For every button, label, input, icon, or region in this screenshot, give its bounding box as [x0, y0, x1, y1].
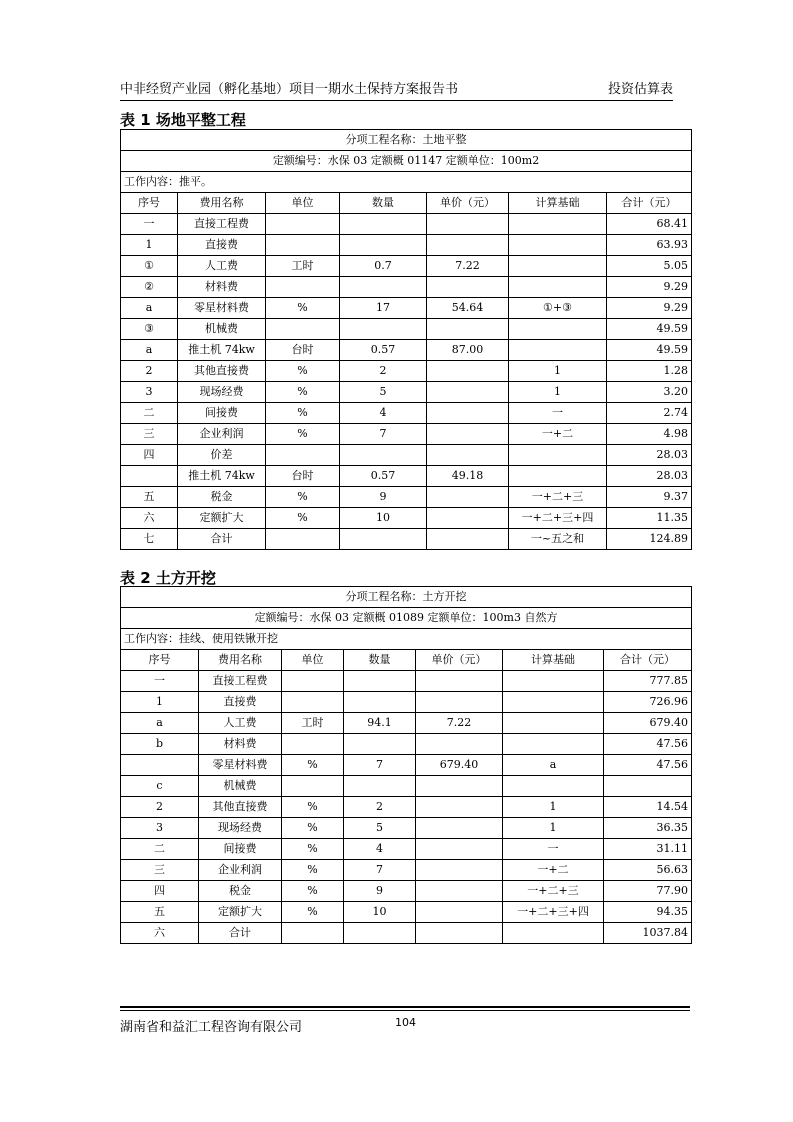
table-cell: 合计 — [199, 923, 282, 944]
table-cell: 工时 — [282, 713, 344, 734]
table-cell: 其他直接费 — [199, 797, 282, 818]
table-cell: % — [282, 839, 344, 860]
table-cell: 直接工程费 — [199, 671, 282, 692]
table-row — [121, 902, 692, 923]
table-cell: 10 — [340, 508, 427, 529]
table-cell: 31.11 — [604, 839, 692, 860]
table-cell: 税金 — [178, 487, 266, 508]
table-cell — [509, 340, 607, 361]
table-cell — [340, 445, 427, 466]
table-cell: 49.59 — [607, 340, 692, 361]
table-row — [121, 671, 692, 692]
column-header: 费用名称 — [199, 650, 282, 671]
table-cell: 1 — [121, 235, 178, 256]
table-row — [121, 692, 692, 713]
table-cell — [509, 256, 607, 277]
table-cell: 工时 — [266, 256, 340, 277]
table-cell: 3 — [121, 818, 199, 839]
table-cell: ③ — [121, 319, 178, 340]
table-cell — [266, 214, 340, 235]
column-header: 合计（元） — [607, 193, 692, 214]
table2-title: 表 2 土方开挖 — [120, 569, 216, 587]
table-cell: 9.37 — [607, 487, 692, 508]
table-cell: % — [266, 508, 340, 529]
table-row — [121, 776, 692, 797]
table1-work-content: 工作内容：推平。 — [121, 172, 692, 193]
column-header: 序号 — [121, 650, 199, 671]
table-row — [121, 839, 692, 860]
column-header: 单位 — [282, 650, 344, 671]
table-cell: 7.22 — [427, 256, 509, 277]
table-cell: 679.40 — [416, 755, 503, 776]
table-cell: 777.85 — [604, 671, 692, 692]
table-cell: 一 — [121, 671, 199, 692]
table-cell: 2 — [344, 797, 416, 818]
table-cell: 54.64 — [427, 298, 509, 319]
table-cell: 现场经费 — [178, 382, 266, 403]
table-cell: 5.05 — [607, 256, 692, 277]
table-cell — [509, 466, 607, 487]
table-row — [121, 755, 692, 776]
table-cell: 5 — [340, 382, 427, 403]
table-cell: 17 — [340, 298, 427, 319]
table-cell: 3.20 — [607, 382, 692, 403]
table-cell — [427, 361, 509, 382]
table-cell: 定额扩大 — [178, 508, 266, 529]
table-cell: 现场经费 — [199, 818, 282, 839]
table-cell: 9.29 — [607, 277, 692, 298]
table-cell — [427, 424, 509, 445]
table-cell: 77.90 — [604, 881, 692, 902]
table-cell: ② — [121, 277, 178, 298]
table-cell: 间接费 — [199, 839, 282, 860]
table-cell: 7 — [344, 860, 416, 881]
table-cell — [282, 923, 344, 944]
table-cell: 0.7 — [340, 256, 427, 277]
table-cell: 一+二+三 — [503, 881, 604, 902]
table-cell: 2.74 — [607, 403, 692, 424]
table-cell — [503, 692, 604, 713]
table-cell: 10 — [344, 902, 416, 923]
table-cell — [282, 734, 344, 755]
table-cell: 零星材料费 — [178, 298, 266, 319]
table-cell: % — [266, 361, 340, 382]
table-cell — [427, 319, 509, 340]
page-header — [120, 78, 673, 98]
table-cell — [416, 881, 503, 902]
table-cell: 一 — [509, 403, 607, 424]
table-cell: 四 — [121, 881, 199, 902]
table-cell — [427, 508, 509, 529]
table-cell: 1 — [503, 797, 604, 818]
table-row — [121, 508, 692, 529]
column-header: 单位 — [266, 193, 340, 214]
table-row — [121, 734, 692, 755]
table-cell: 47.56 — [604, 734, 692, 755]
column-header: 计算基础 — [503, 650, 604, 671]
table-cell — [416, 902, 503, 923]
table-cell: 企业利润 — [199, 860, 282, 881]
table-cell: 六 — [121, 923, 199, 944]
table-cell — [509, 319, 607, 340]
table-cell: 机械费 — [199, 776, 282, 797]
table-row — [121, 818, 692, 839]
table-cell: 4.98 — [607, 424, 692, 445]
column-header: 费用名称 — [178, 193, 266, 214]
table-cell: 9 — [340, 487, 427, 508]
column-header: 合计（元） — [604, 650, 692, 671]
table-cell: 一 — [121, 214, 178, 235]
table-row — [121, 256, 692, 277]
table-cell: % — [282, 881, 344, 902]
table-row — [121, 466, 692, 487]
table-cell: 124.89 — [607, 529, 692, 550]
table-cell — [340, 529, 427, 550]
table-cell — [340, 214, 427, 235]
table-cell: 0.57 — [340, 466, 427, 487]
table-cell — [416, 692, 503, 713]
footer-rule-thin — [120, 1010, 690, 1011]
table-cell: 零星材料费 — [199, 755, 282, 776]
table-row — [121, 235, 692, 256]
table2-project-name: 分项工程名称：土方开挖 — [121, 587, 692, 608]
table-row — [121, 319, 692, 340]
table-cell: 企业利润 — [178, 424, 266, 445]
table-cell — [503, 923, 604, 944]
table-cell: 一~五之和 — [509, 529, 607, 550]
table-cell: 五 — [121, 902, 199, 923]
table-cell: 推土机 74kw — [178, 340, 266, 361]
table-cell: 11.35 — [607, 508, 692, 529]
table-cell — [427, 487, 509, 508]
table1-quota: 定额编号：水保 03 定额概 01147 定额单位：100m2 — [121, 151, 692, 172]
table-cell — [344, 692, 416, 713]
table-cell — [427, 382, 509, 403]
table-cell: 四 — [121, 445, 178, 466]
table2 — [120, 586, 692, 944]
table-cell — [266, 277, 340, 298]
table-row — [121, 923, 692, 944]
section-title: 投资估算表 — [607, 82, 673, 97]
table-cell — [282, 692, 344, 713]
table-cell: % — [282, 860, 344, 881]
table-header-row — [121, 650, 692, 671]
table-cell: 87.00 — [427, 340, 509, 361]
table-cell — [340, 277, 427, 298]
table-row — [121, 529, 692, 550]
table-cell: 六 — [121, 508, 178, 529]
page-number: 104 — [395, 1016, 416, 1029]
table-cell: % — [266, 403, 340, 424]
table-cell — [340, 319, 427, 340]
table-cell: 63.93 — [607, 235, 692, 256]
table-cell: 49.59 — [607, 319, 692, 340]
table-cell: a — [121, 298, 178, 319]
table-cell: 1 — [509, 382, 607, 403]
table2-quota: 定额编号：水保 03 定额概 01089 定额单位：100m3 自然方 — [121, 608, 692, 629]
column-header: 单价（元） — [416, 650, 503, 671]
table-cell: 一+二 — [503, 860, 604, 881]
table-cell: 材料费 — [199, 734, 282, 755]
company-name: 湖南省和益汇工程咨询有限公司 — [120, 1020, 303, 1035]
table-cell: 直接费 — [178, 235, 266, 256]
table-cell: a — [121, 713, 199, 734]
table-cell: 人工费 — [199, 713, 282, 734]
table-cell — [340, 235, 427, 256]
table-cell: 49.18 — [427, 466, 509, 487]
table-cell — [604, 776, 692, 797]
table-cell: 2 — [121, 361, 178, 382]
table-row — [121, 445, 692, 466]
table-row — [121, 277, 692, 298]
column-header: 计算基础 — [509, 193, 607, 214]
table-cell: 14.54 — [604, 797, 692, 818]
table-cell: 人工费 — [178, 256, 266, 277]
table-cell: 0.57 — [340, 340, 427, 361]
table-cell — [266, 235, 340, 256]
table-cell — [503, 734, 604, 755]
table-cell — [282, 671, 344, 692]
table-cell: 直接工程费 — [178, 214, 266, 235]
table-cell: 1 — [503, 818, 604, 839]
table-cell: 28.03 — [607, 466, 692, 487]
table-cell: 二 — [121, 403, 178, 424]
table-cell: 三 — [121, 424, 178, 445]
table-cell — [416, 860, 503, 881]
table-cell: c — [121, 776, 199, 797]
table-cell: 七 — [121, 529, 178, 550]
table-row — [121, 382, 692, 403]
table-cell: 56.63 — [604, 860, 692, 881]
footer-rule — [120, 1006, 690, 1008]
table-cell: 7 — [340, 424, 427, 445]
table-cell: % — [266, 424, 340, 445]
table-cell — [416, 797, 503, 818]
table-cell — [509, 445, 607, 466]
table-cell: 一+二 — [509, 424, 607, 445]
table-cell — [416, 776, 503, 797]
table-cell — [121, 466, 178, 487]
table-row — [121, 298, 692, 319]
table-row — [121, 487, 692, 508]
table-cell: 9.29 — [607, 298, 692, 319]
table-cell: 一+二+三+四 — [503, 902, 604, 923]
table-cell — [427, 529, 509, 550]
table-row — [121, 403, 692, 424]
table-cell — [509, 277, 607, 298]
table-cell: % — [282, 755, 344, 776]
table-row — [121, 797, 692, 818]
table-cell: % — [266, 487, 340, 508]
table-cell: 1.28 — [607, 361, 692, 382]
table-cell: 4 — [344, 839, 416, 860]
table-cell: ①+③ — [509, 298, 607, 319]
table-cell: 726.96 — [604, 692, 692, 713]
table-row — [121, 713, 692, 734]
table-cell: 五 — [121, 487, 178, 508]
table-cell: 4 — [340, 403, 427, 424]
table-cell: % — [282, 902, 344, 923]
table-cell — [282, 776, 344, 797]
table-cell: 9 — [344, 881, 416, 902]
table-cell — [427, 445, 509, 466]
table-cell: 94.1 — [344, 713, 416, 734]
table-cell: 679.40 — [604, 713, 692, 734]
table-cell — [266, 445, 340, 466]
table-cell — [427, 214, 509, 235]
table-cell: % — [266, 298, 340, 319]
table-cell: 3 — [121, 382, 178, 403]
table-header-row — [121, 193, 692, 214]
table-cell — [427, 277, 509, 298]
table-cell: 直接费 — [199, 692, 282, 713]
table-cell: 间接费 — [178, 403, 266, 424]
table-cell — [266, 529, 340, 550]
table-cell: 材料费 — [178, 277, 266, 298]
table1-title: 表 1 场地平整工程 — [120, 111, 246, 129]
table-cell: 5 — [344, 818, 416, 839]
table-cell — [509, 235, 607, 256]
column-header: 数量 — [344, 650, 416, 671]
column-header: 数量 — [340, 193, 427, 214]
table-row — [121, 214, 692, 235]
table-row — [121, 361, 692, 382]
table-cell — [416, 671, 503, 692]
table-cell: 价差 — [178, 445, 266, 466]
table-cell — [427, 235, 509, 256]
table-row — [121, 860, 692, 881]
table-cell: 36.35 — [604, 818, 692, 839]
table-cell: ① — [121, 256, 178, 277]
table-cell — [416, 839, 503, 860]
table-cell — [344, 776, 416, 797]
table-cell: 1 — [121, 692, 199, 713]
table-cell — [416, 923, 503, 944]
table-cell: 47.56 — [604, 755, 692, 776]
header-rule — [120, 100, 673, 101]
table-cell — [503, 776, 604, 797]
table-cell: 其他直接费 — [178, 361, 266, 382]
table-cell: % — [266, 382, 340, 403]
table-cell: 定额扩大 — [199, 902, 282, 923]
table-cell: 2 — [121, 797, 199, 818]
table-row — [121, 340, 692, 361]
table-cell: 1 — [509, 361, 607, 382]
table-cell: 推土机 74kw — [178, 466, 266, 487]
table-cell: 税金 — [199, 881, 282, 902]
table-cell: b — [121, 734, 199, 755]
table-cell — [344, 734, 416, 755]
table-cell — [416, 734, 503, 755]
table-cell: 68.41 — [607, 214, 692, 235]
table-cell: 合计 — [178, 529, 266, 550]
table-cell: 三 — [121, 860, 199, 881]
table-cell — [503, 713, 604, 734]
table-cell: 7.22 — [416, 713, 503, 734]
table-cell — [121, 755, 199, 776]
table-cell — [416, 818, 503, 839]
table-cell: 2 — [340, 361, 427, 382]
table-cell: 二 — [121, 839, 199, 860]
table-cell: 机械费 — [178, 319, 266, 340]
column-header: 序号 — [121, 193, 178, 214]
report-title: 中非经贸产业园（孵化基地）项目一期水土保持方案报告书 — [120, 82, 459, 97]
table-cell: 一+二+三+四 — [509, 508, 607, 529]
table-cell: a — [503, 755, 604, 776]
column-header: 单价（元） — [427, 193, 509, 214]
table-cell — [344, 923, 416, 944]
table2-work-content: 工作内容：挂线、使用铁锹开挖 — [121, 629, 692, 650]
table-cell: a — [121, 340, 178, 361]
table-cell: 一+二+三 — [509, 487, 607, 508]
table-cell: 7 — [344, 755, 416, 776]
table-cell: 台时 — [266, 466, 340, 487]
table-cell: 94.35 — [604, 902, 692, 923]
table1-project-name: 分项工程名称：土地平整 — [121, 130, 692, 151]
table-cell: 台时 — [266, 340, 340, 361]
table-cell: 28.03 — [607, 445, 692, 466]
table-cell — [427, 403, 509, 424]
table-cell — [503, 671, 604, 692]
table1 — [120, 129, 692, 550]
table-cell: 1037.84 — [604, 923, 692, 944]
table-row — [121, 881, 692, 902]
table-cell: 一 — [503, 839, 604, 860]
table-cell — [509, 214, 607, 235]
table-row — [121, 424, 692, 445]
table-cell: % — [282, 797, 344, 818]
table-cell — [344, 671, 416, 692]
table-cell — [266, 319, 340, 340]
table-cell: % — [282, 818, 344, 839]
